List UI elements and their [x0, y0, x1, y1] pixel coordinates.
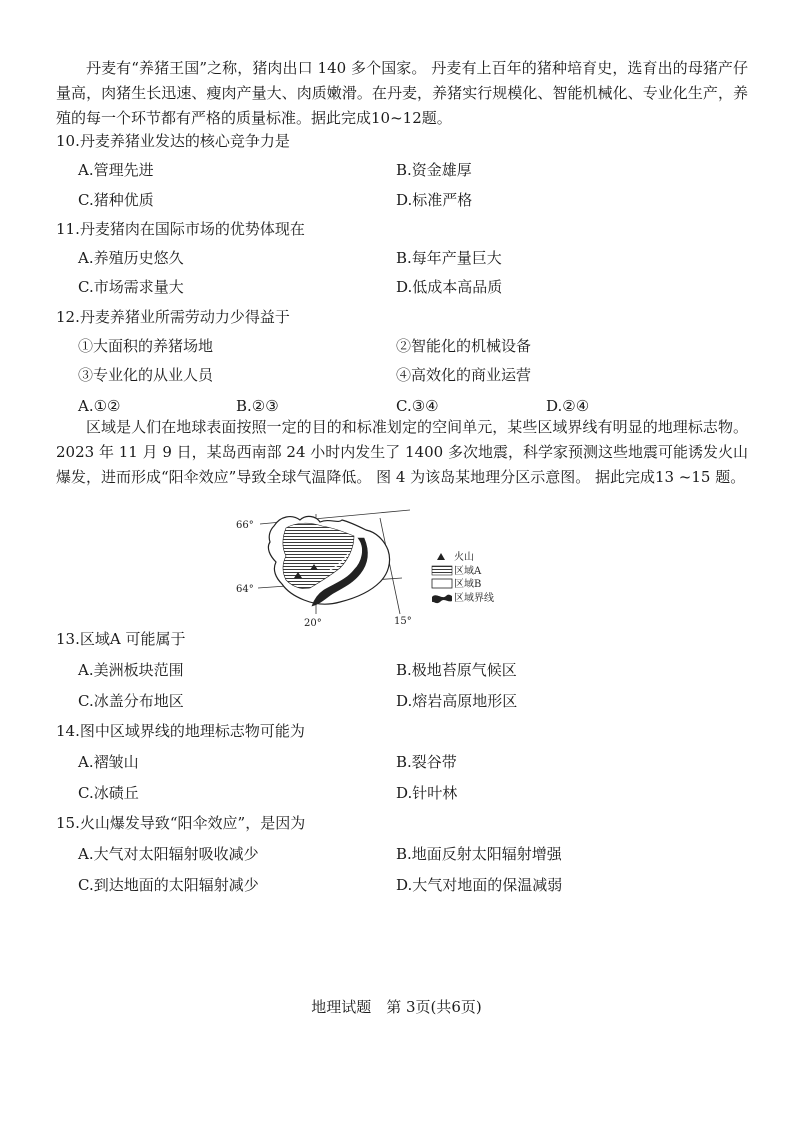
- q15-option-c[interactable]: C.到达地面的太阳辐射减少: [78, 876, 259, 894]
- lon-label-20: 20°: [304, 618, 322, 629]
- q11-option-d[interactable]: D.低成本高品质: [396, 278, 503, 296]
- q11-option-c[interactable]: C.市场需求量大: [78, 278, 184, 296]
- legend-region-a-swatch: [432, 566, 452, 575]
- q15-option-a[interactable]: A.大气对太阳辐射吸收减少: [78, 845, 259, 863]
- q12-statement-4: ④高效化的商业运营: [396, 366, 532, 384]
- q14-option-c[interactable]: C.冰碛丘: [78, 784, 139, 802]
- q12-option-d[interactable]: D.②④: [546, 397, 590, 415]
- passage-denmark: 丹麦有“养猪王国”之称，猪肉出口 140 多个国家。 丹麦有上百年的猪种培育史，选育出的母猪产仔量高，肉猪生长迅速、瘦肉产量大、肉质嫩滑。在丹麦，养猪实行规模化、智能机械化、专业化生产，养殖的每一个环节都有严格的质量标准。据此完成10~12题。: [56, 59, 748, 127]
- q11-option-a[interactable]: A.养殖历史悠久: [78, 249, 184, 267]
- q15-option-d[interactable]: D.大气对地面的保温减弱: [396, 876, 563, 894]
- question-12-stem: 12.丹麦养猪业所需劳动力少得益于: [56, 308, 290, 326]
- legend-volcano-label: 火山: [454, 552, 474, 563]
- q10-option-a[interactable]: A.管理先进: [78, 161, 154, 179]
- legend-region-a-label: 区域A: [454, 566, 482, 577]
- q10-option-d[interactable]: D.标准严格: [396, 191, 473, 209]
- lat-label-64: 64°: [236, 584, 254, 595]
- legend-boundary-swatch: [432, 595, 452, 603]
- q14-option-d[interactable]: D.针叶林: [396, 784, 458, 802]
- lon-label-15: 15°: [394, 616, 412, 627]
- lat-label-66: 66°: [236, 520, 254, 531]
- q12-option-c[interactable]: C.③④: [396, 397, 439, 415]
- question-13-stem: 13.区域A 可能属于: [56, 630, 186, 648]
- q13-option-d[interactable]: D.熔岩高原地形区: [396, 692, 518, 710]
- q12-statement-1: ①大面积的养猪场地: [78, 337, 214, 355]
- island-region-map: [230, 508, 520, 630]
- q14-option-a[interactable]: A.褶皱山: [78, 753, 139, 771]
- q13-option-a[interactable]: A.美洲板块范围: [78, 661, 184, 679]
- q12-statement-3: ③专业化的从业人员: [78, 366, 214, 384]
- q12-statement-2: ②智能化的机械设备: [396, 337, 532, 355]
- question-14-stem: 14.图中区域界线的地理标志物可能为: [56, 722, 305, 740]
- q10-option-b[interactable]: B.资金雄厚: [396, 161, 472, 179]
- passage-region: 区域是人们在地球表面按照一定的目的和标准划定的空间单元，某些区域界线有明显的地理标志物。2023 年 11 月 9 日，某岛西南部 24 小时内发生了 1400 多次地震，科学家预测这些地震可能诱发火山爆发，进而形成“阳伞效应”导致全球气温降低。 图 4 为该岛某地理分区示意图。 据此完成13 ~15 题。: [56, 418, 748, 486]
- page-footer: 地理试题 第 3页(共6页): [311, 998, 482, 1016]
- legend-boundary-label: 区域界线: [454, 593, 494, 604]
- legend-region-b-swatch: [432, 579, 452, 588]
- question-10-stem: 10.丹麦养猪业发达的核心竞争力是: [56, 132, 290, 150]
- q13-option-c[interactable]: C.冰盖分布地区: [78, 692, 184, 710]
- q11-option-b[interactable]: B.每年产量巨大: [396, 249, 502, 267]
- legend-volcano-icon: [437, 553, 445, 560]
- q10-option-c[interactable]: C.猪种优质: [78, 191, 154, 209]
- question-11-stem: 11.丹麦猪肉在国际市场的优势体现在: [56, 220, 305, 238]
- q15-option-b[interactable]: B.地面反射太阳辐射增强: [396, 845, 562, 863]
- question-15-stem: 15.火山爆发导致“阳伞效应”，是因为: [56, 814, 306, 832]
- map-legend: [432, 550, 494, 604]
- q14-option-b[interactable]: B.裂谷带: [396, 753, 457, 771]
- legend-region-b-label: 区域B: [454, 579, 482, 590]
- q12-option-a[interactable]: A.①②: [78, 397, 121, 415]
- q12-option-b[interactable]: B.②③: [236, 397, 279, 415]
- q13-option-b[interactable]: B.极地苔原气候区: [396, 661, 517, 679]
